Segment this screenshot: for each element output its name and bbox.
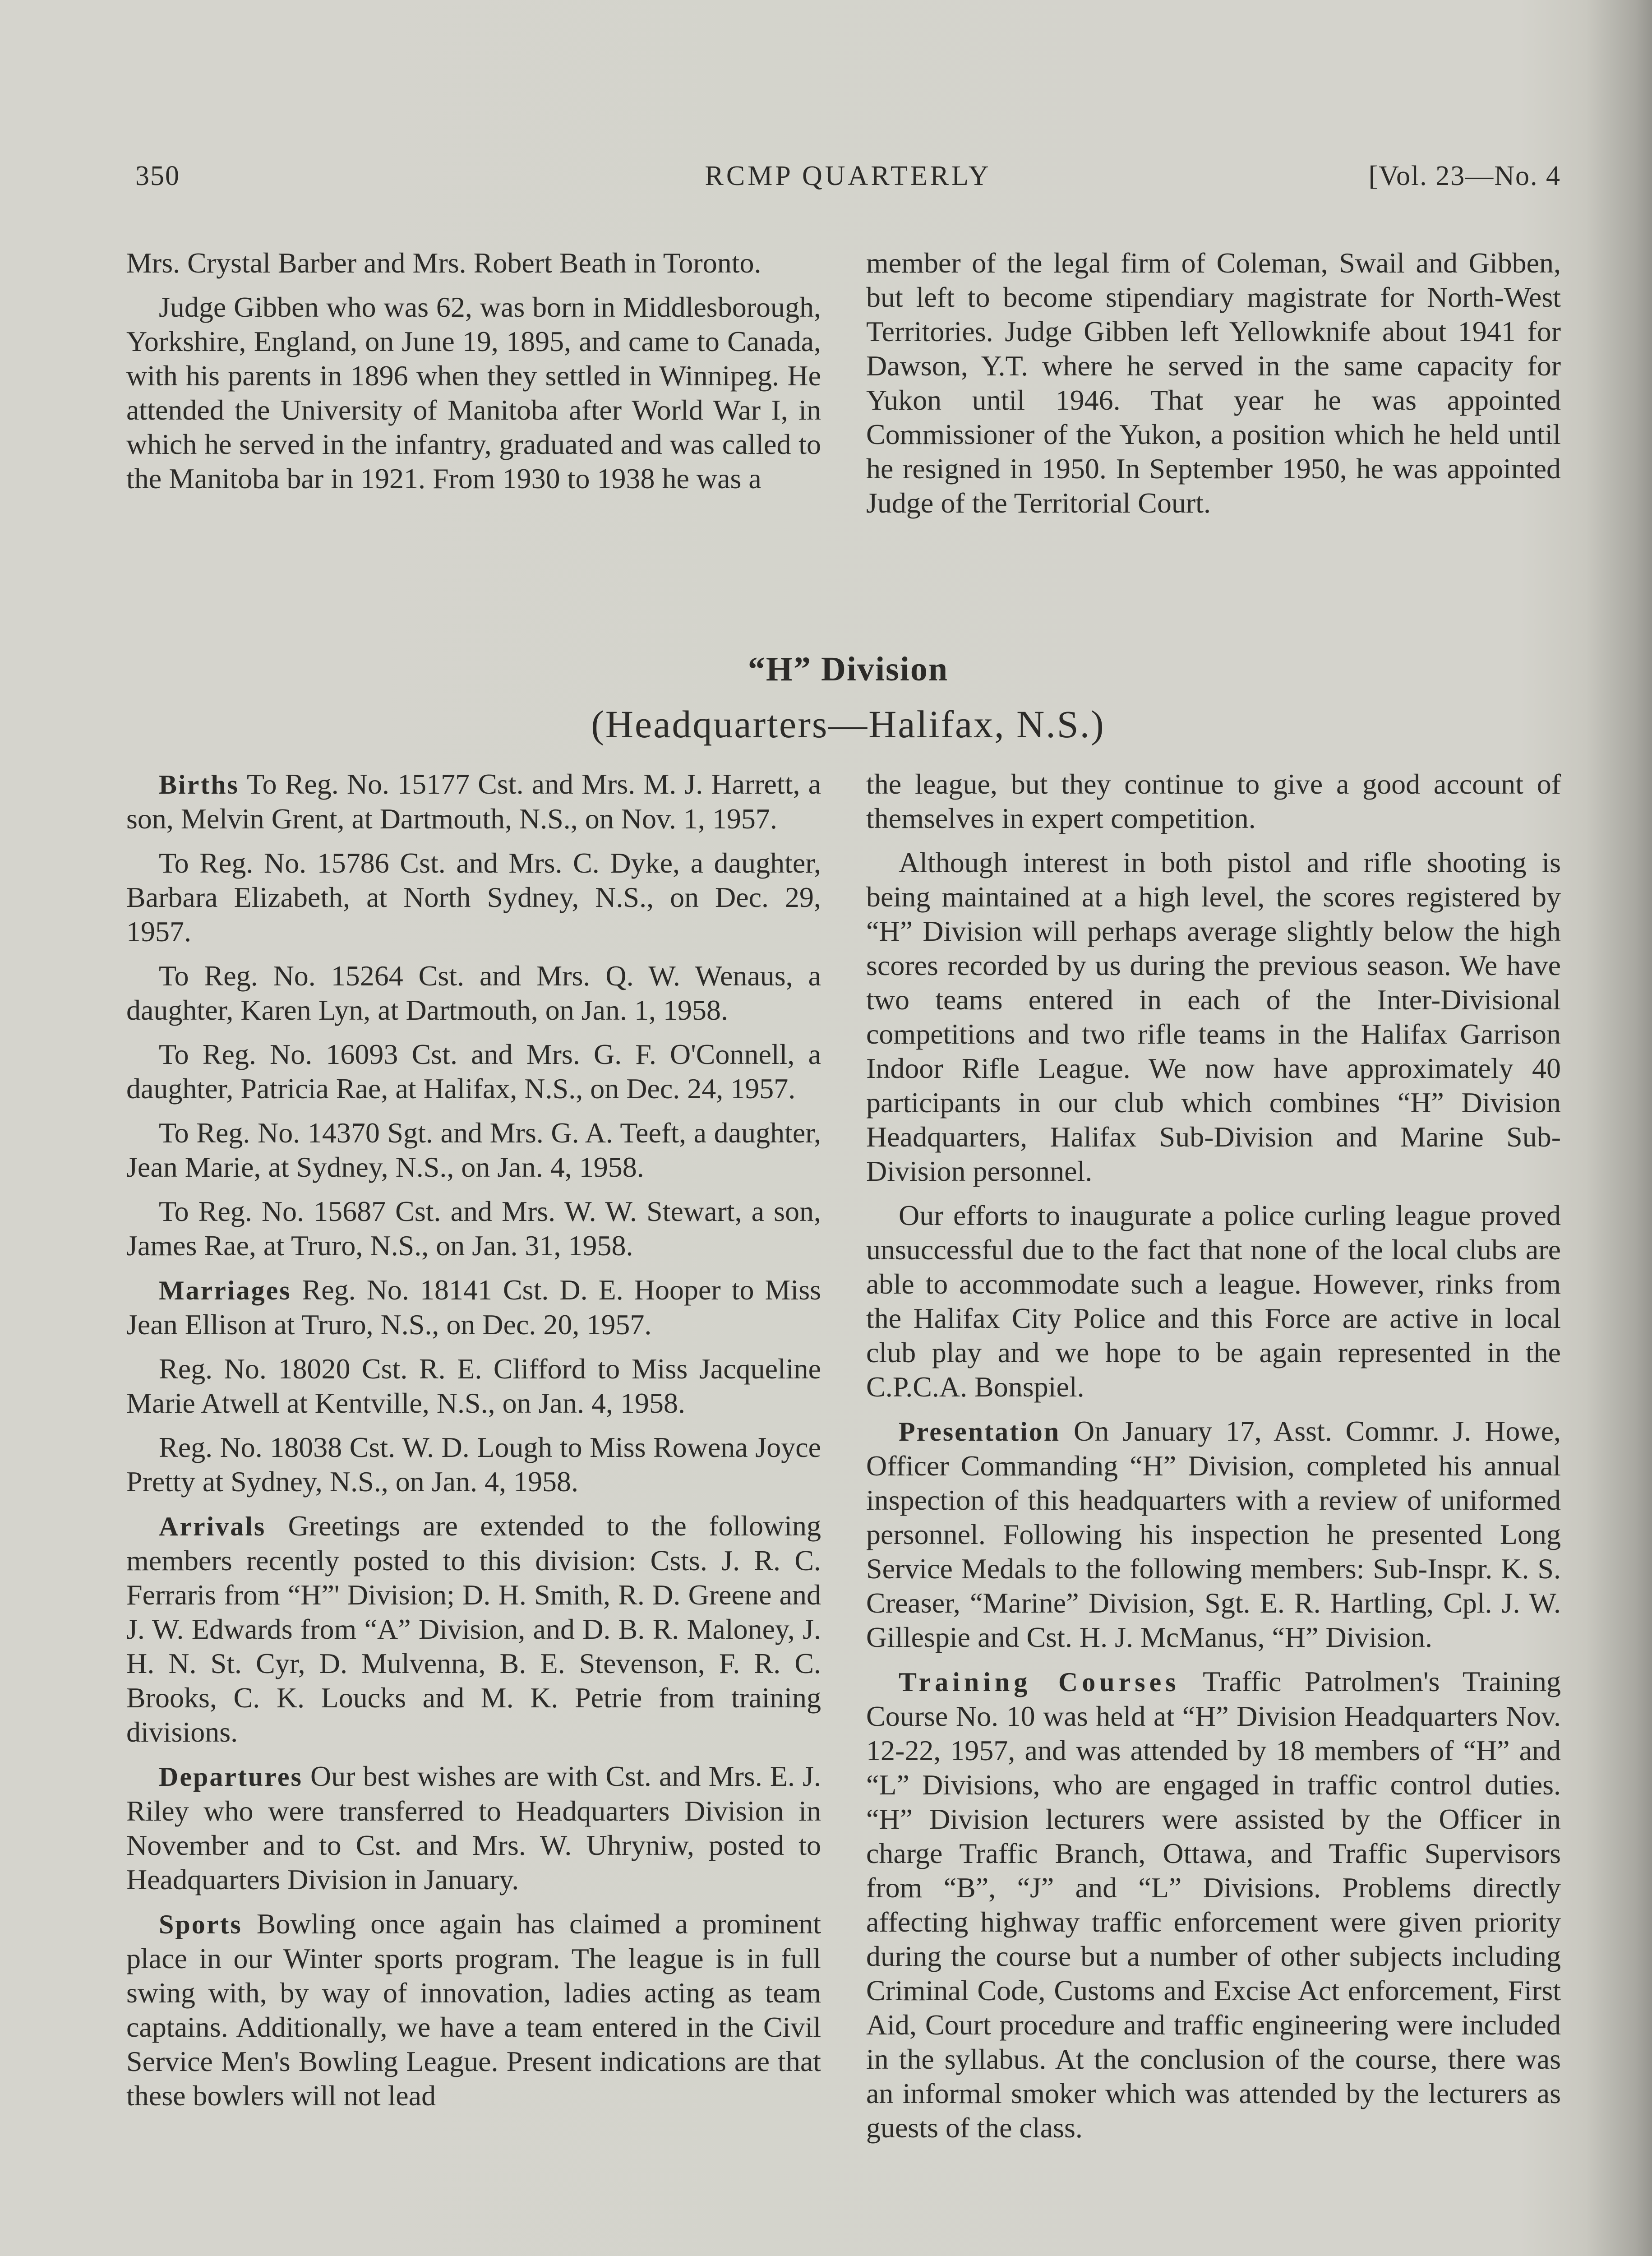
arrivals-heading: Arrivals — [159, 1512, 266, 1541]
right-column — [866, 767, 1561, 2155]
section-title: “H” Division — [748, 650, 949, 688]
paragraph: To Reg. No. 15687 Cst. and Mrs. W. W. Stewart, a son, James Rae, at Truro, N.S., on Jan. 31, 1958. — [126, 1195, 821, 1262]
paragraph: Mrs. Crystal Barber and Mrs. Robert Beath in Toronto. — [126, 247, 761, 279]
paragraph: member of the legal firm of Coleman, Swail and Gibben, but left to become stipendiary magistrate for North-West Territories. Judge Gibben left Yellowknife about 1941 for Dawson, Y.T. where he served in the same capacity for Yukon until 1946. That year he was appointed Commissioner of the Yukon, a position which he held until he resigned in 1950. In September 1950, he was appointed Judge of the Territorial Court. — [866, 247, 1561, 519]
paragraph: To Reg. No. 16093 Cst. and Mrs. G. F. O'Connell, a daughter, Patricia Rae, at Halifax, N.S., on Dec. 24, 1957. — [126, 1038, 821, 1105]
paragraph: Reg. No. 18020 Cst. R. E. Clifford to Miss Jacqueline Marie Atwell at Kentville, N.S., on Jan. 4, 1958. — [126, 1353, 821, 1419]
sports-heading: Sports — [159, 1909, 242, 1939]
running-header — [135, 160, 1561, 201]
births-paragraph: Births To Reg. No. 15177 Cst. and Mrs. M. J. Harrett, a son, Melvin Grent, at Dartmouth, N.S., on Nov. 1, 1957. — [126, 768, 821, 835]
births-heading: Births — [159, 770, 240, 800]
paragraph: Reg. No. 18038 Cst. W. D. Lough to Miss Rowena Joyce Pretty at Sydney, N.S., on Jan. 4, 1958. — [126, 1431, 821, 1498]
top-left-column — [126, 246, 821, 506]
departures-paragraph: Departures Our best wishes are with Cst. and Mrs. E. J. Riley who were transferred to Headquarters Division in November and to Cst. and Mrs. W. Uhryniw, posted to Headquarters Division in January. — [126, 1760, 821, 1895]
training-paragraph: Training Courses Traffic Patrolmen's Training Course No. 10 was held at “H” Division Headquarters Nov. 12-22, 1957, and was attended by 18 members of “H” and “L” Divisions, who are engaged in traffic control duties. “H” Division lecturers were assisted by the Officer in charge Traffic Branch, Ottawa, and Traffic Supervisors from “B”, “J” and “L” Divisions. Problems directly affecting highway traffic enforcement were given priority during the course but a number of other subjects including Criminal Code, Customs and Excise Act enforcement, First Aid, Court procedure and traffic engineering were included in the syllabus. At the conclusion of the course, there was an informal smoker which was attended by the lecturers as guests of the class. — [866, 1665, 1561, 2144]
sports-paragraph: Sports Bowling once again has claimed a prominent place in our Winter sports program. The league is in full swing with, by way of innovation, ladies acting as team captains. Additionally, we have a team entered in the Civil Service Men's Bowling League. Present indications are that these bowlers will not lead — [126, 1908, 821, 2112]
paragraph: To Reg. No. 15264 Cst. and Mrs. Q. W. Wenaus, a daughter, Karen Lyn, at Dartmouth, on Jan. 1, 1958. — [126, 960, 821, 1026]
paragraph: To Reg. No. 14370 Sgt. and Mrs. G. A. Teeft, a daughter, Jean Marie, at Sydney, N.S., on Jan. 4, 1958. — [126, 1117, 821, 1183]
section-subtitle: (Headquarters—Halifax, N.S.) — [591, 703, 1105, 746]
presentation-paragraph: Presentation On January 17, Asst. Commr. J. Howe, Officer Commanding “H” Division, completed his annual inspection of this headquarters with a review of uniformed personnel. Following his inspection he presented Long Service Medals to the following members: Sub-Inspr. K. S. Creaser, “Marine” Division, Sgt. E. R. Hartling, Cpl. J. W. Gillespie and Cst. H. J. McManus, “H” Division. — [866, 1415, 1561, 1653]
volume-issue: [Vol. 23—No. 4 — [1368, 161, 1561, 191]
paragraph: Our efforts to inaugurate a police curling league proved unsuccessful due to the fact that none of the local clubs are able to accommodate such a league. However, rinks from the Halifax City Police and this Force are active in local club play and we hope to be again represented in the C.P.C.A. Bonspiel. — [866, 1199, 1561, 1403]
top-right-column — [866, 246, 1561, 530]
paragraph: To Reg. No. 15786 Cst. and Mrs. C. Dyke, a daughter, Barbara Elizabeth, at North Sydney, N.S., on Dec. 29, 1957. — [126, 847, 821, 948]
arrivals-paragraph: Arrivals Greetings are extended to the following members recently posted to this division: Csts. J. R. C. Ferraris from “H”' Division; D. H. Smith, R. D. Greene and J. W. Edwards from “A” Division, and D. B. R. Maloney, J. H. N. St. Cyr, D. Mulvenna, B. E. Stevenson, F. R. C. Brooks, C. K. Loucks and M. K. Petrie from training divisions. — [126, 1510, 821, 1748]
paragraph: the league, but they continue to give a good account of themselves in expert competition. — [866, 768, 1561, 834]
paragraph: Although interest in both pistol and rifle shooting is being maintained at a high level, the scores registered by “H” Division will perhaps average slightly below the high scores recorded by us during the previous season. We have two teams entered in each of the Inter-Divisional competitions and two rifle teams in the Halifax Garrison Indoor Rifle League. We now have approximately 40 participants in our club which combines “H” Division Headquarters, Halifax Sub-Division and Marine Sub-Division personnel. — [866, 846, 1561, 1187]
marriages-heading: Marriages — [159, 1276, 291, 1305]
page-number: 350 — [135, 161, 180, 191]
training-heading: Training Courses — [899, 1667, 1180, 1697]
left-column — [126, 767, 821, 2123]
presentation-heading: Presentation — [899, 1417, 1061, 1447]
departures-heading: Departures — [159, 1762, 303, 1792]
paragraph: Judge Gibben who was 62, was born in Middlesborough, Yorkshire, England, on June 19, 1895, and came to Canada, with his parents in 1896 when they settled in Winnipeg. He attended the University of Manitoba after World War I, in which he served in the infantry, graduated and was called to the Manitoba bar in 1921. From 1930 to 1938 he was a — [126, 291, 821, 495]
marriages-paragraph: Marriages Reg. No. 18141 Cst. D. E. Hooper to Miss Jean Ellison at Truro, N.S., on Dec. 20, 1957. — [126, 1274, 821, 1341]
publication-title: RCMP QUARTERLY — [705, 161, 992, 191]
